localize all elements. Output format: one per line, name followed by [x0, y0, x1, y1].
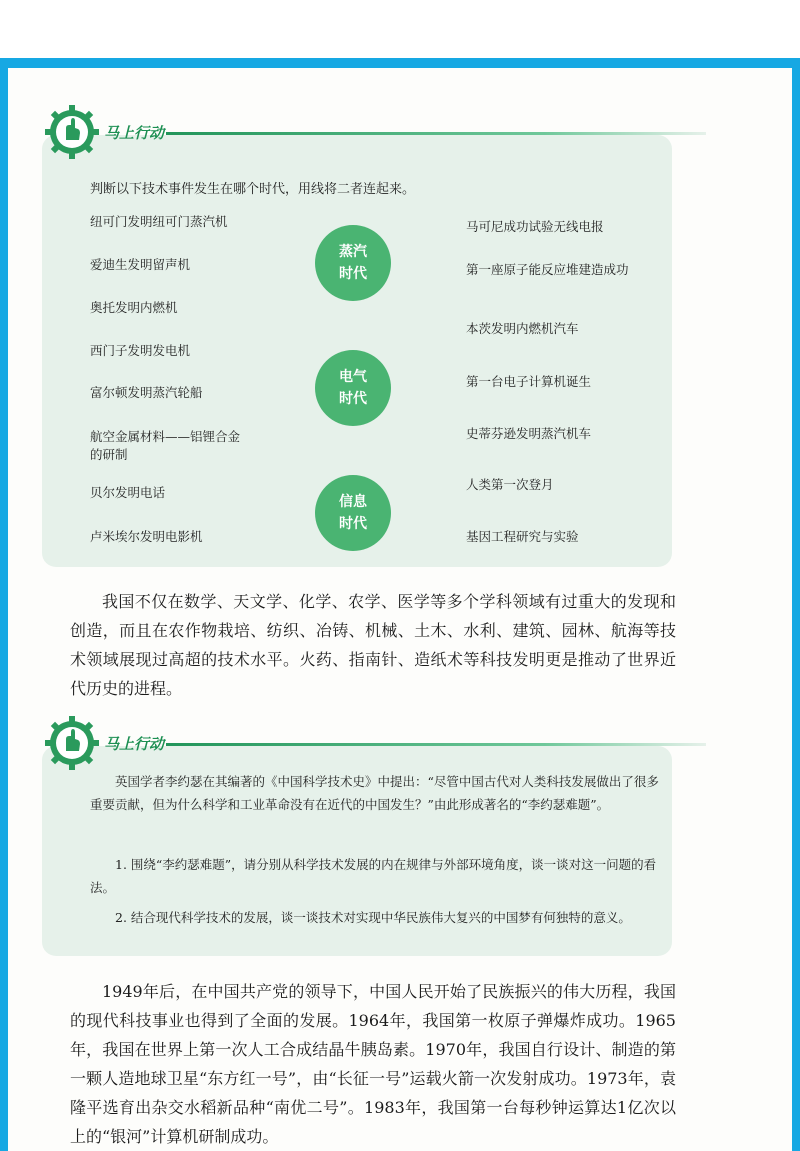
- activity-question-2: 2. 结合现代科学技术的发展，谈一谈技术对实现中华民族伟大复兴的中国梦有何独特的意义。: [115, 910, 631, 925]
- right-event-item: 史蒂芬逊发明蒸汽机车: [466, 426, 592, 441]
- left-event-item: 纽可门发明纽可门蒸汽机: [90, 214, 228, 229]
- activity-title: 马上行动: [104, 735, 165, 753]
- right-event-item: 第一台电子计算机诞生: [466, 374, 592, 389]
- era-circle-steam: [315, 225, 391, 301]
- era-label: 蒸汽时代: [339, 244, 367, 282]
- header-rule: [166, 743, 706, 746]
- right-event-item: 马可尼成功试验无线电报: [466, 219, 604, 234]
- activity-title: 马上行动: [104, 124, 165, 142]
- era-circle-information: [315, 475, 391, 551]
- activity-intro: 英国学者李约瑟在其编著的《中国科学技术史》中提出：“尽管中国古代对人类科技发展做出了很多重要贡献，但为什么科学和工业革命没有在近代的中国发生？”由此形成著名的“李约瑟难题”。: [90, 774, 659, 812]
- right-event-item: 本茨发明内燃机汽车: [466, 321, 579, 336]
- right-event-item: 第一座原子能反应堆建造成功: [466, 262, 629, 277]
- era-label: 电气时代: [339, 369, 367, 407]
- textbook-page: [8, 68, 792, 1151]
- activity-instruction: 判断以下技术事件发生在哪个时代，用线将二者连起来。: [90, 182, 416, 197]
- body-paragraph: 我国不仅在数学、天文学、化学、农学、医学等多个学科领域有过重大的发现和创造，而且在农作物栽培、纺织、冶铸、机械、土木、水利、建筑、园林、航海等技术领域展现过高超的技术水平。火药、指南针、造纸术等科技发明更是推动了世界近代历史的进程。: [70, 592, 676, 698]
- gear-hand-pointer-icon: [42, 713, 102, 773]
- left-event-item: 卢米埃尔发明电影机: [90, 529, 203, 544]
- left-event-item: 贝尔发明电话: [90, 485, 166, 500]
- left-event-item: 富尔顿发明蒸汽轮船: [90, 385, 203, 400]
- left-event-item: 航空金属材料——铝锂合金的研制: [90, 429, 241, 462]
- left-event-item: 西门子发明发电机: [90, 343, 191, 358]
- header-rule: [166, 132, 706, 135]
- activity-header-1: [42, 102, 682, 162]
- body-paragraph: 1949年后，在中国共产党的领导下，中国人民开始了民族振兴的伟大历程，我国的现代科技事业也得到了全面的发展。1964年，我国第一枚原子弹爆炸成功。1965年，我国在世界上第一次人工合成结晶牛胰岛素。1970年，我国自行设计、制造的第一颗人造地球卫星“东方红一号”，由“长征一号”运载火箭一次发射成功。1973年，袁隆平选育出杂交水稻新品种“南优二号”。1983年，我国第一台每秒钟运算达1亿次以上的“银河”计算机研制成功。: [70, 982, 676, 1146]
- right-event-item: 人类第一次登月: [466, 477, 554, 492]
- left-event-item: 奥托发明内燃机: [90, 300, 178, 315]
- era-label: 信息时代: [339, 494, 367, 532]
- era-circle-electric: [315, 350, 391, 426]
- activity-question-1: 1. 围绕“李约瑟难题”，请分别从科学技术发展的内在规律与外部环境角度，谈一谈对这一问题的看法。: [90, 857, 657, 895]
- activity-header-2: [42, 713, 682, 773]
- gear-hand-pointer-icon: [42, 102, 102, 162]
- left-event-item: 爱迪生发明留声机: [90, 257, 191, 272]
- right-event-item: 基因工程研究与实验: [466, 529, 579, 544]
